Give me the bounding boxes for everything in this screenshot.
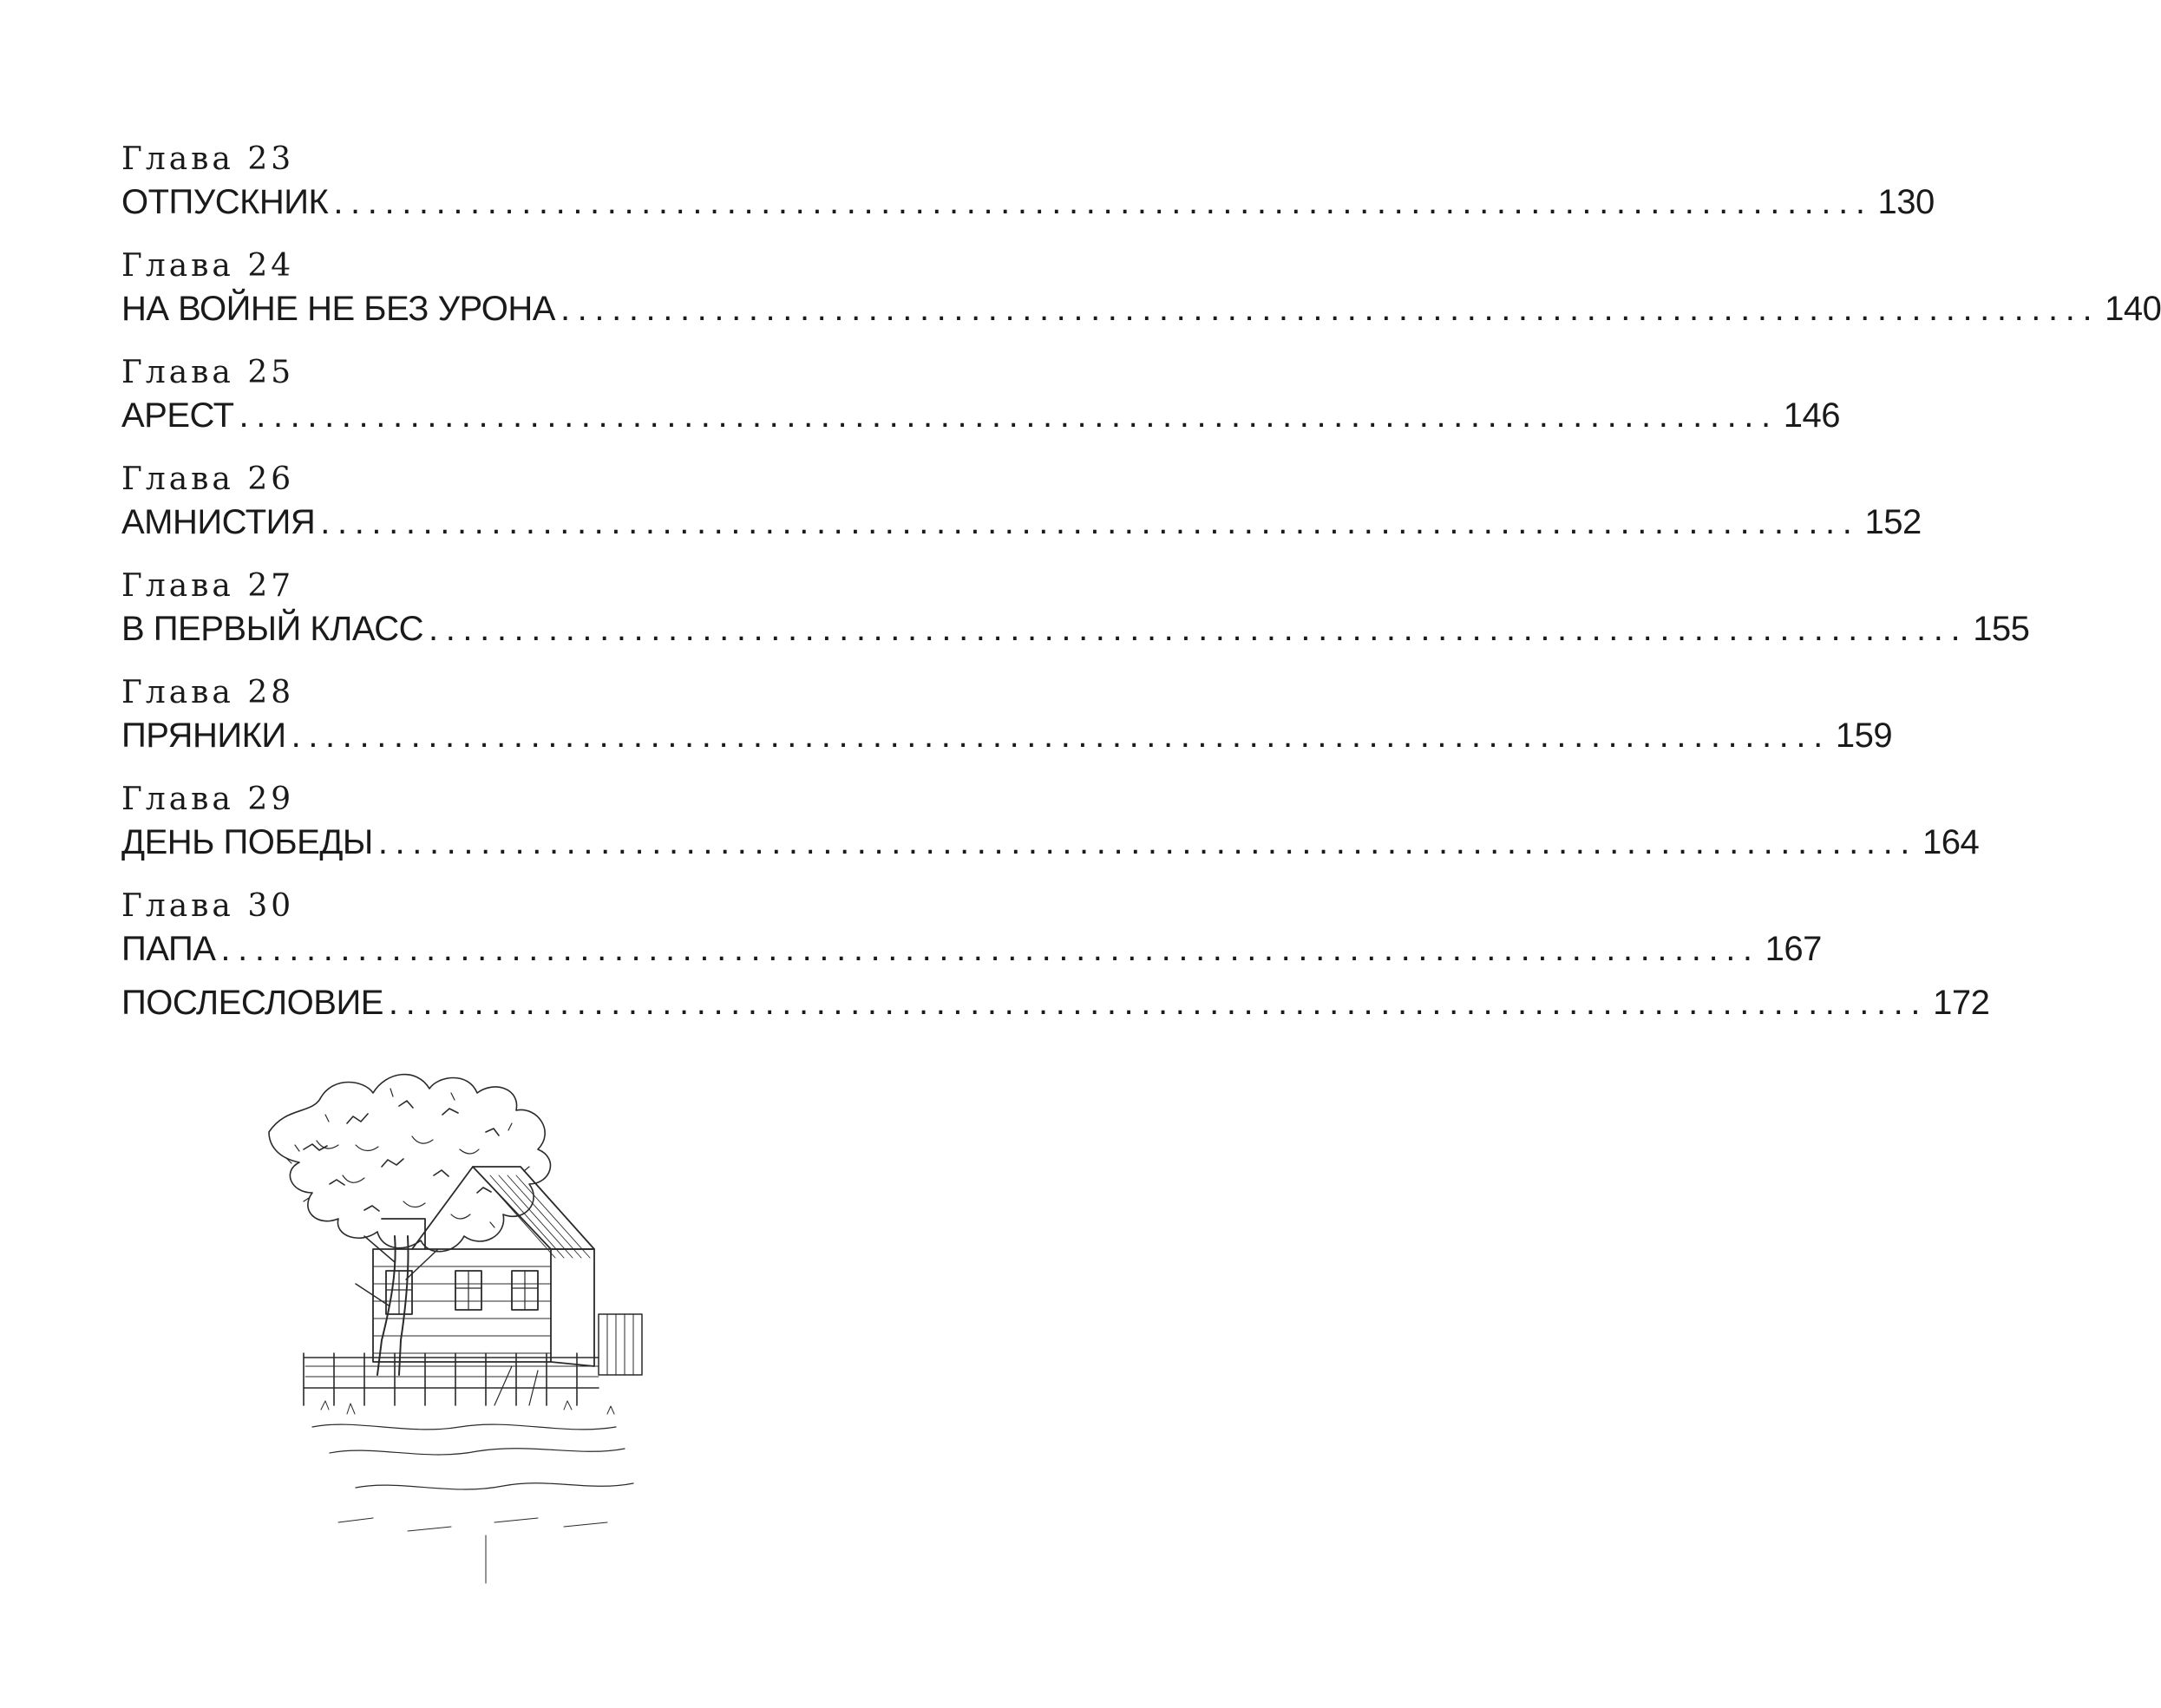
page-number: 130 [1877, 183, 1935, 221]
chapter-title: НА ВОЙНЕ НЕ БЕЗ УРОНА [121, 290, 555, 328]
toc-entry[interactable] [121, 781, 1980, 866]
toc-entry[interactable] [121, 354, 1840, 439]
dot-leader: .......................................................................................... [239, 396, 1778, 435]
dot-leader: .......................................................................................... [291, 717, 1830, 755]
chapter-label: Глава 28 [121, 675, 295, 710]
fence [304, 1353, 599, 1405]
chapter-title-line [121, 605, 2030, 652]
toc-entry[interactable] [121, 887, 1822, 972]
ground [312, 1401, 633, 1583]
chapter-title-line [121, 179, 1935, 226]
toc-entry[interactable] [121, 141, 1935, 226]
page-number: 164 [1922, 823, 1980, 861]
dot-leader: .......................................................................................... [320, 503, 1860, 541]
chapter-title-line [121, 392, 1840, 439]
page-number: 146 [1783, 396, 1840, 435]
chapter-label: Глава 30 [121, 888, 295, 924]
chapter-title-line [121, 285, 2161, 332]
page-number: 159 [1835, 717, 1893, 755]
dot-leader: .......................................................................................... [333, 183, 1873, 221]
chapter-title: АМНИСТИЯ [121, 503, 316, 541]
afterword-title-line [121, 979, 1990, 1026]
toc-afterword-entry[interactable] [121, 979, 1990, 1026]
page-number: 167 [1765, 930, 1822, 968]
dot-leader: .......................................................................................... [220, 930, 1760, 968]
chapter-title: ДЕНЬ ПОБЕДЫ [121, 823, 373, 861]
toc-entry[interactable] [121, 674, 1893, 759]
chapter-title: ПАПА [121, 930, 216, 968]
dot-leader: .......................................................................................... [388, 984, 1929, 1022]
afterword-title: ПОСЛЕСЛОВИЕ [121, 984, 383, 1022]
chapter-label: Глава 23 [121, 141, 295, 177]
chapter-label: Глава 29 [121, 782, 295, 817]
toc-entry[interactable] [121, 461, 1922, 546]
tree-canopy [269, 1075, 550, 1252]
chapter-title-line [121, 499, 1922, 546]
chapter-label: Глава 25 [121, 355, 295, 390]
dot-leader: .......................................................................................... [428, 610, 1968, 648]
chapter-label: Глава 27 [121, 568, 295, 604]
chapter-label: Глава 26 [121, 461, 295, 497]
chapter-title-line [121, 819, 1980, 866]
house [373, 1167, 594, 1366]
page-number: 155 [1973, 610, 2030, 648]
chapter-title: АРЕСТ [121, 396, 234, 435]
toc-entry[interactable] [121, 567, 2030, 652]
chapter-title: ПРЯНИКИ [121, 717, 286, 755]
dot-leader: .......................................................................................... [377, 823, 1918, 861]
page-number: 140 [2105, 290, 2161, 328]
chapter-title: В ПЕРВЫЙ КЛАСС [121, 610, 423, 648]
toc-entry[interactable] [121, 247, 2161, 332]
chapter-title: ОТПУСКНИК [121, 183, 329, 221]
table-of-contents [121, 141, 2161, 1048]
dot-leader: .......................................................................................... [560, 290, 2100, 328]
chapter-title-line [121, 926, 1822, 972]
side-shed [599, 1314, 642, 1375]
page-number: 172 [1933, 984, 1990, 1022]
page-number: 152 [1864, 503, 1922, 541]
village-house-sketch-icon [252, 1063, 815, 1600]
chapter-label: Глава 24 [121, 248, 295, 284]
chapter-title-line [121, 712, 1893, 759]
